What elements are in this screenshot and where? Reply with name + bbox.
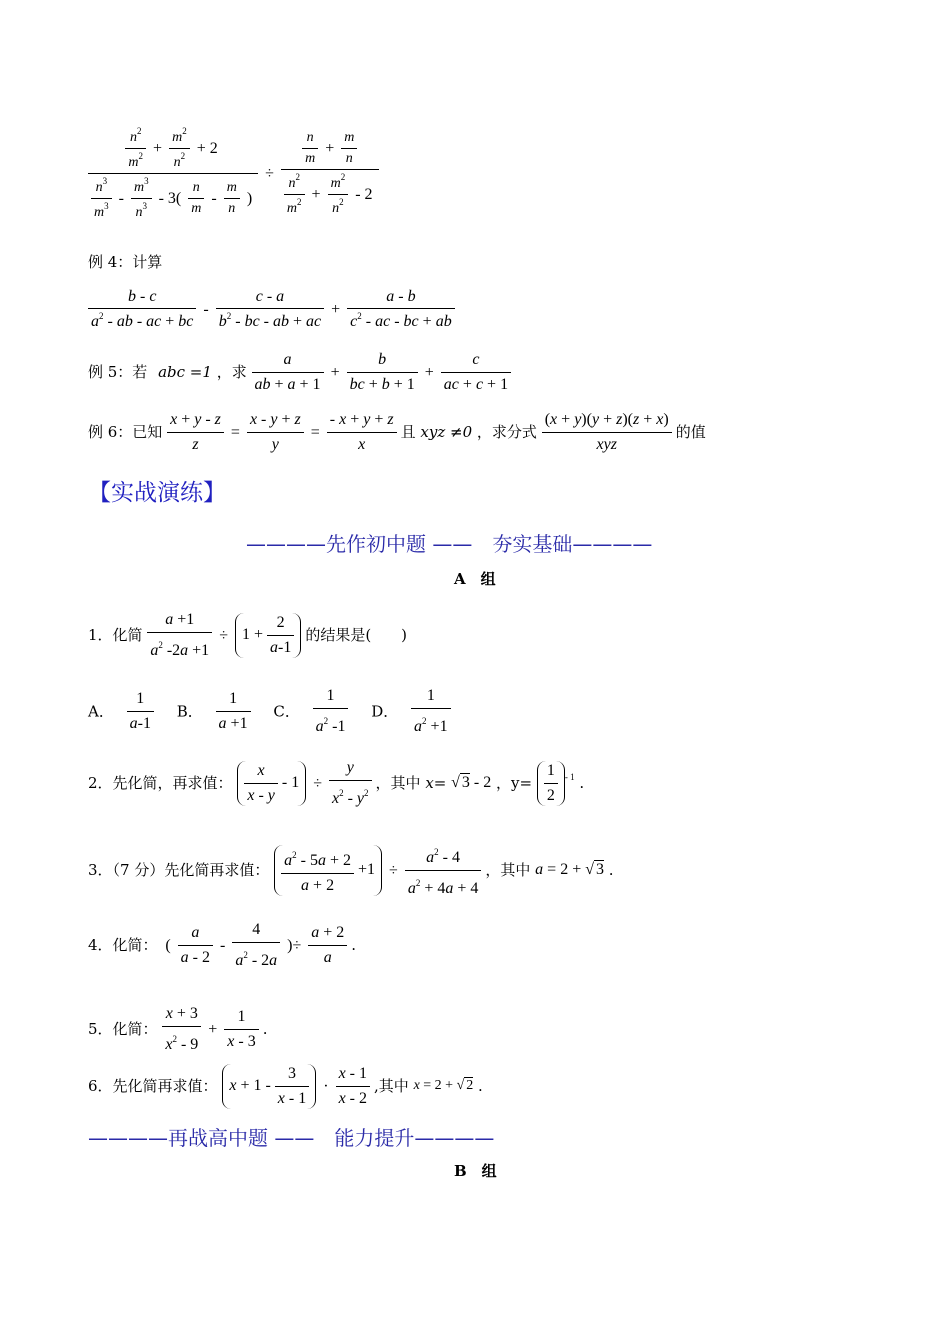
example-4-label: 例 4：计算	[88, 253, 163, 271]
banner-junior-high: ————先作初中题 —— 夯实基础————	[246, 532, 653, 556]
option-c-value: $\frac{1}{a^2 -1}$	[313, 686, 349, 737]
group-a-label: A 组	[454, 570, 496, 588]
example-5-label: 例 5：若	[88, 363, 148, 382]
example-6-and: 且	[400, 423, 416, 442]
question-1-label: 1．化简	[88, 626, 143, 645]
question-2: 2．先化简，再求值： $\frac{x}{x - y}$ - 1 ÷ $\frac{y}{x^2 - y^2}$ ，其中 x= √ 3 - 2 ，y= $\frac{1}{2}$ $^{- 1}$ .	[88, 759, 585, 807]
question-6-label: 6．先化简再求值：	[88, 1077, 218, 1096]
question-3-where: ，其中	[485, 861, 531, 880]
question-5-end: .	[262, 1020, 268, 1039]
question-2-where: ，其中	[375, 774, 421, 793]
example-6-label: 例 6：已知	[88, 423, 163, 442]
option-c-label: C．	[273, 702, 300, 721]
outer-fraction-2: $\frac{n}{m}$ + $\frac{m}{n}$ $\frac{n^2}{m^2}$ + $\frac{m^2}{n^2}$ - 2	[281, 130, 379, 217]
question-1: 1．化简 $\frac{a +1}{a^2 -2a +1}$ ÷ 1 + $\frac{2}{a-1}$ 的结果是( )	[88, 611, 408, 659]
question-2-y-label: ，y=	[496, 774, 533, 793]
option-a-value: $\frac{1}{a-1}$	[127, 689, 154, 734]
question-6-end: .	[478, 1077, 483, 1096]
question-1-options	[88, 686, 451, 737]
example-6-ask: ，求分式	[476, 423, 537, 442]
question-2-label: 2．先化简，再求值：	[88, 774, 233, 793]
option-b-value: $\frac{1}{a +1}$	[216, 689, 251, 734]
question-4-end: .	[351, 936, 357, 955]
example-5-ask: ，求	[216, 363, 247, 382]
question-3: 3．（7 分）先化简再求值： $\frac{a^2 - 5a + 2}{a + 2}$ +1 ÷ $\frac{a^2 - 4}{a^2 + 4a + 4}$ ，其中 a = 2 + √ 3 .	[88, 842, 614, 899]
option-d-label: D．	[371, 702, 399, 721]
question-3-end: .	[608, 861, 614, 880]
example-4-expression: $\frac{b - c}{a^2 - ab - ac + bc}$ - $\frac{c - a}{b^2 - bc - ab + ac}$ + $\frac{a - b}{c^2 - ac - bc + ab}$	[88, 288, 455, 331]
example-6-condition: xyz ≠0	[420, 423, 473, 442]
question-6: 6．先化简再求值： x + 1 - $\frac{3}{x - 1}$ · $\frac{x - 1}{x - 2}$ ,其中 x = 2 + √ 2 .	[88, 1065, 483, 1107]
outer-fraction-1: $\frac{n^2}{m^2}$ + $\frac{m^2}{n^2}$ + 2 $\frac{n^3}{m^3}$ - $\frac{m^3}{n^3}$ - 3( $\frac{n}{m}$ - $\frac{m}{n}$ )	[88, 126, 258, 221]
question-4: 4．化简： ( $\frac{a}{a - 2}$ - $\frac{4}{a^2 - 2a}$ )÷ $\frac{a + 2}{a}$ .	[88, 921, 357, 969]
option-d-value: $\frac{1}{a^2 +1}$	[411, 686, 451, 737]
option-b-label: B．	[176, 702, 203, 721]
example-5: 例 5：若 abc =1 ，求 $\frac{a}{ab + a + 1}$ + $\frac{b}{bc + b + 1}$ + $\frac{c}{ac + c + 1}$	[88, 350, 511, 395]
question-4-label: 4．化简：	[88, 936, 158, 955]
question-5-label: 5．化简：	[88, 1020, 158, 1039]
group-b-label: B 组	[454, 1162, 497, 1180]
divide-sign: ÷	[265, 164, 274, 182]
question-6-where: ,其中	[374, 1077, 409, 1096]
question-2-x-label: x=	[425, 774, 447, 793]
question-2-end: .	[579, 774, 585, 793]
complex-fraction-expression	[88, 126, 379, 221]
question-1-tail: 的结果是( )	[305, 626, 408, 645]
question-5: 5．化简： $\frac{x + 3}{x^2 - 9}$ + $\frac{1}{x - 3}$ .	[88, 1005, 268, 1053]
question-3-label: 3．（7 分）先化简再求值：	[88, 861, 270, 880]
example-5-condition: abc =1	[158, 363, 212, 382]
banner-senior-high: ————再战高中题 —— 能力提升————	[88, 1126, 495, 1150]
option-a-label: A．	[88, 702, 114, 721]
section-title: 【实战演练】	[88, 480, 226, 506]
example-6: 例 6：已知 $\frac{x + y - z}{z}$ = $\frac{x - y + z}{y}$ = $\frac{- x + y + z}{x}$ 且 xyz ≠0 ，求分式 $\frac{(x + y)(y + z)(z + x)}{\text{xyz}}$ 的值	[88, 411, 706, 453]
example-6-end: 的值	[675, 423, 706, 442]
